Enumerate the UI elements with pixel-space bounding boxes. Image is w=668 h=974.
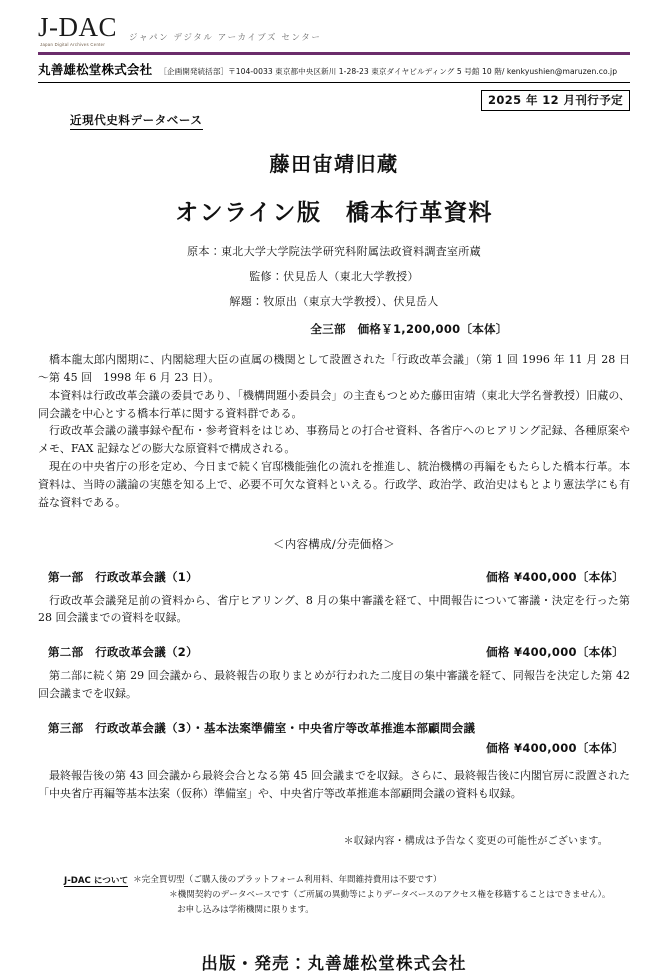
credit-commentary: 解題：牧原出（東京大学教授）、伏見岳人 [229,295,439,309]
volume-header [38,720,630,756]
volume-price: 価格 ¥400,000〔本体〕 [486,740,624,755]
volume-title: 第二部 行政改革会議（2） [48,645,198,660]
volume-title: 第一部 行政改革会議（1） [48,569,198,584]
volume-entry-2 [38,644,630,703]
series-label-wrap [38,109,630,130]
footer-notes-label: J-DAC について [64,876,129,887]
volume-description: 行政改革会議発足前の資料から、省庁ヒアリング、8 月の集中審議を経て、中間報告について審議・決定を行った第 28 回会議までの資料を収録。 [38,593,630,625]
masthead [38,0,630,47]
credit-original-holder: 原本：東北大学大学院法学研究科附属法政資料調査室所蔵 [187,245,481,259]
volume-price: 価格 ¥400,000〔本体〕 [486,569,624,584]
description-paragraph: 現在の中央省庁の形を定め、今日まで続く官邸機能強化の流れを推進し、統治機構の再編をもたらした橋本行革。本資料は、当時の議論の実態を知る上で、必要不可欠な資料といえる。行政学、政治学、政治史はもとより憲法学にも有益な資料である。 [38,460,630,509]
footer-note-line: ＊完全買切型（ご購入後のプラットフォーム利用料、年間維持費用は不要です） [133,875,442,886]
jdac-logo [38,14,117,47]
volume-header [38,569,630,585]
total-price: 全三部 価格￥1,200,000〔本体〕 [310,322,508,337]
credit-supervisor: 監修：伏見岳人（東北大学教授） [249,270,419,284]
description-paragraph: 本資料は行政改革会議の委員であり、「機構問題小委員会」の主査もつとめた藤田宙靖（東北大学名誉教授）旧蔵の、同会議を中心とする橋本行革に関する資料群である。 [38,388,630,420]
logo-tagline-en: Japan Digital Archives Center [40,42,106,47]
volume-price: 価格 ¥400,000〔本体〕 [486,645,624,660]
logo-tagline-ja: ジャパン デジタル アーカイブズ センター [129,33,322,44]
volume-description: 最終報告後の第 43 回会議から最終会合となる第 45 回会議までを収録。さらに、最終報告後に内閣官房に設置された「中央省庁再編等基本法案（仮称）準備室」や、中央省庁等改革推進本部顧問会議の資料も収録。 [38,768,630,800]
volume-header [38,644,630,660]
company-name: 丸善雄松堂株式会社 [38,62,153,78]
company-address: ［企画開発統括部］〒104-0033 東京都中央区新川 1-28-23 東京ダイヤビルディング 5 号館 10 階/ kenkyushien@maruzen.co.jp [159,67,618,77]
volume-entry-1 [38,569,630,628]
footer-notes-lines [133,873,610,917]
volume-entry-3 [38,720,630,803]
volume-description: 第二部に続く第 29 回会議から、最終報告の取りまとめが行われた二度目の集中審議を経て、同報告を決定した第 42 回会議までを収録。 [38,669,630,700]
volume-title: 第三部 行政改革会議（3）・基本法案準備室・中央省庁等改革推進本部顧問会議 [48,720,476,735]
description-paragraph: 橋本龍太郎内閣期に、内閣総理大臣の直属の機関として設置された「行政改革会議」（第 1 回 1996 年 11 月 28 日～第 45 回 1998 年 6 月 23 日）。 [38,353,630,385]
product-title: オンライン版 橋本行革資料 [175,200,493,227]
release-badge-row [38,83,630,109]
logo-wordmark: J-DAC [38,12,118,42]
publisher-line: 出版・発売：丸善雄松堂株式会社 [201,953,467,973]
description-paragraph: 行政改革会議の議事録や配布・参考資料をはじめ、事務局との打合せ資料、各省庁へのヒアリング記録、各種原案やメモ、FAX 記録などの膨大な原資料で構成される。 [38,424,630,456]
contents-section-heading: ＜内容構成/分売価格＞ [272,536,396,551]
contents-disclaimer: ＊収録内容・構成は予告なく変更の可能性がございます。 [343,836,608,848]
footer-note-line: お申し込みは学術機関に限ります。 [177,904,314,915]
description-body [38,351,630,511]
footer-note-line: ＊機関契約のデータベースです（ご所属の異動等によりデータベースのアクセス権を移籍することはできません）。 [169,890,611,901]
footer-notes [38,873,630,917]
release-date-badge: 2025 年 12 月刊行予定 [481,90,630,111]
product-subtitle: 藤田宙靖旧蔵 [269,152,399,177]
company-info-row [38,55,630,78]
series-label: 近現代史料データベース [70,112,203,130]
